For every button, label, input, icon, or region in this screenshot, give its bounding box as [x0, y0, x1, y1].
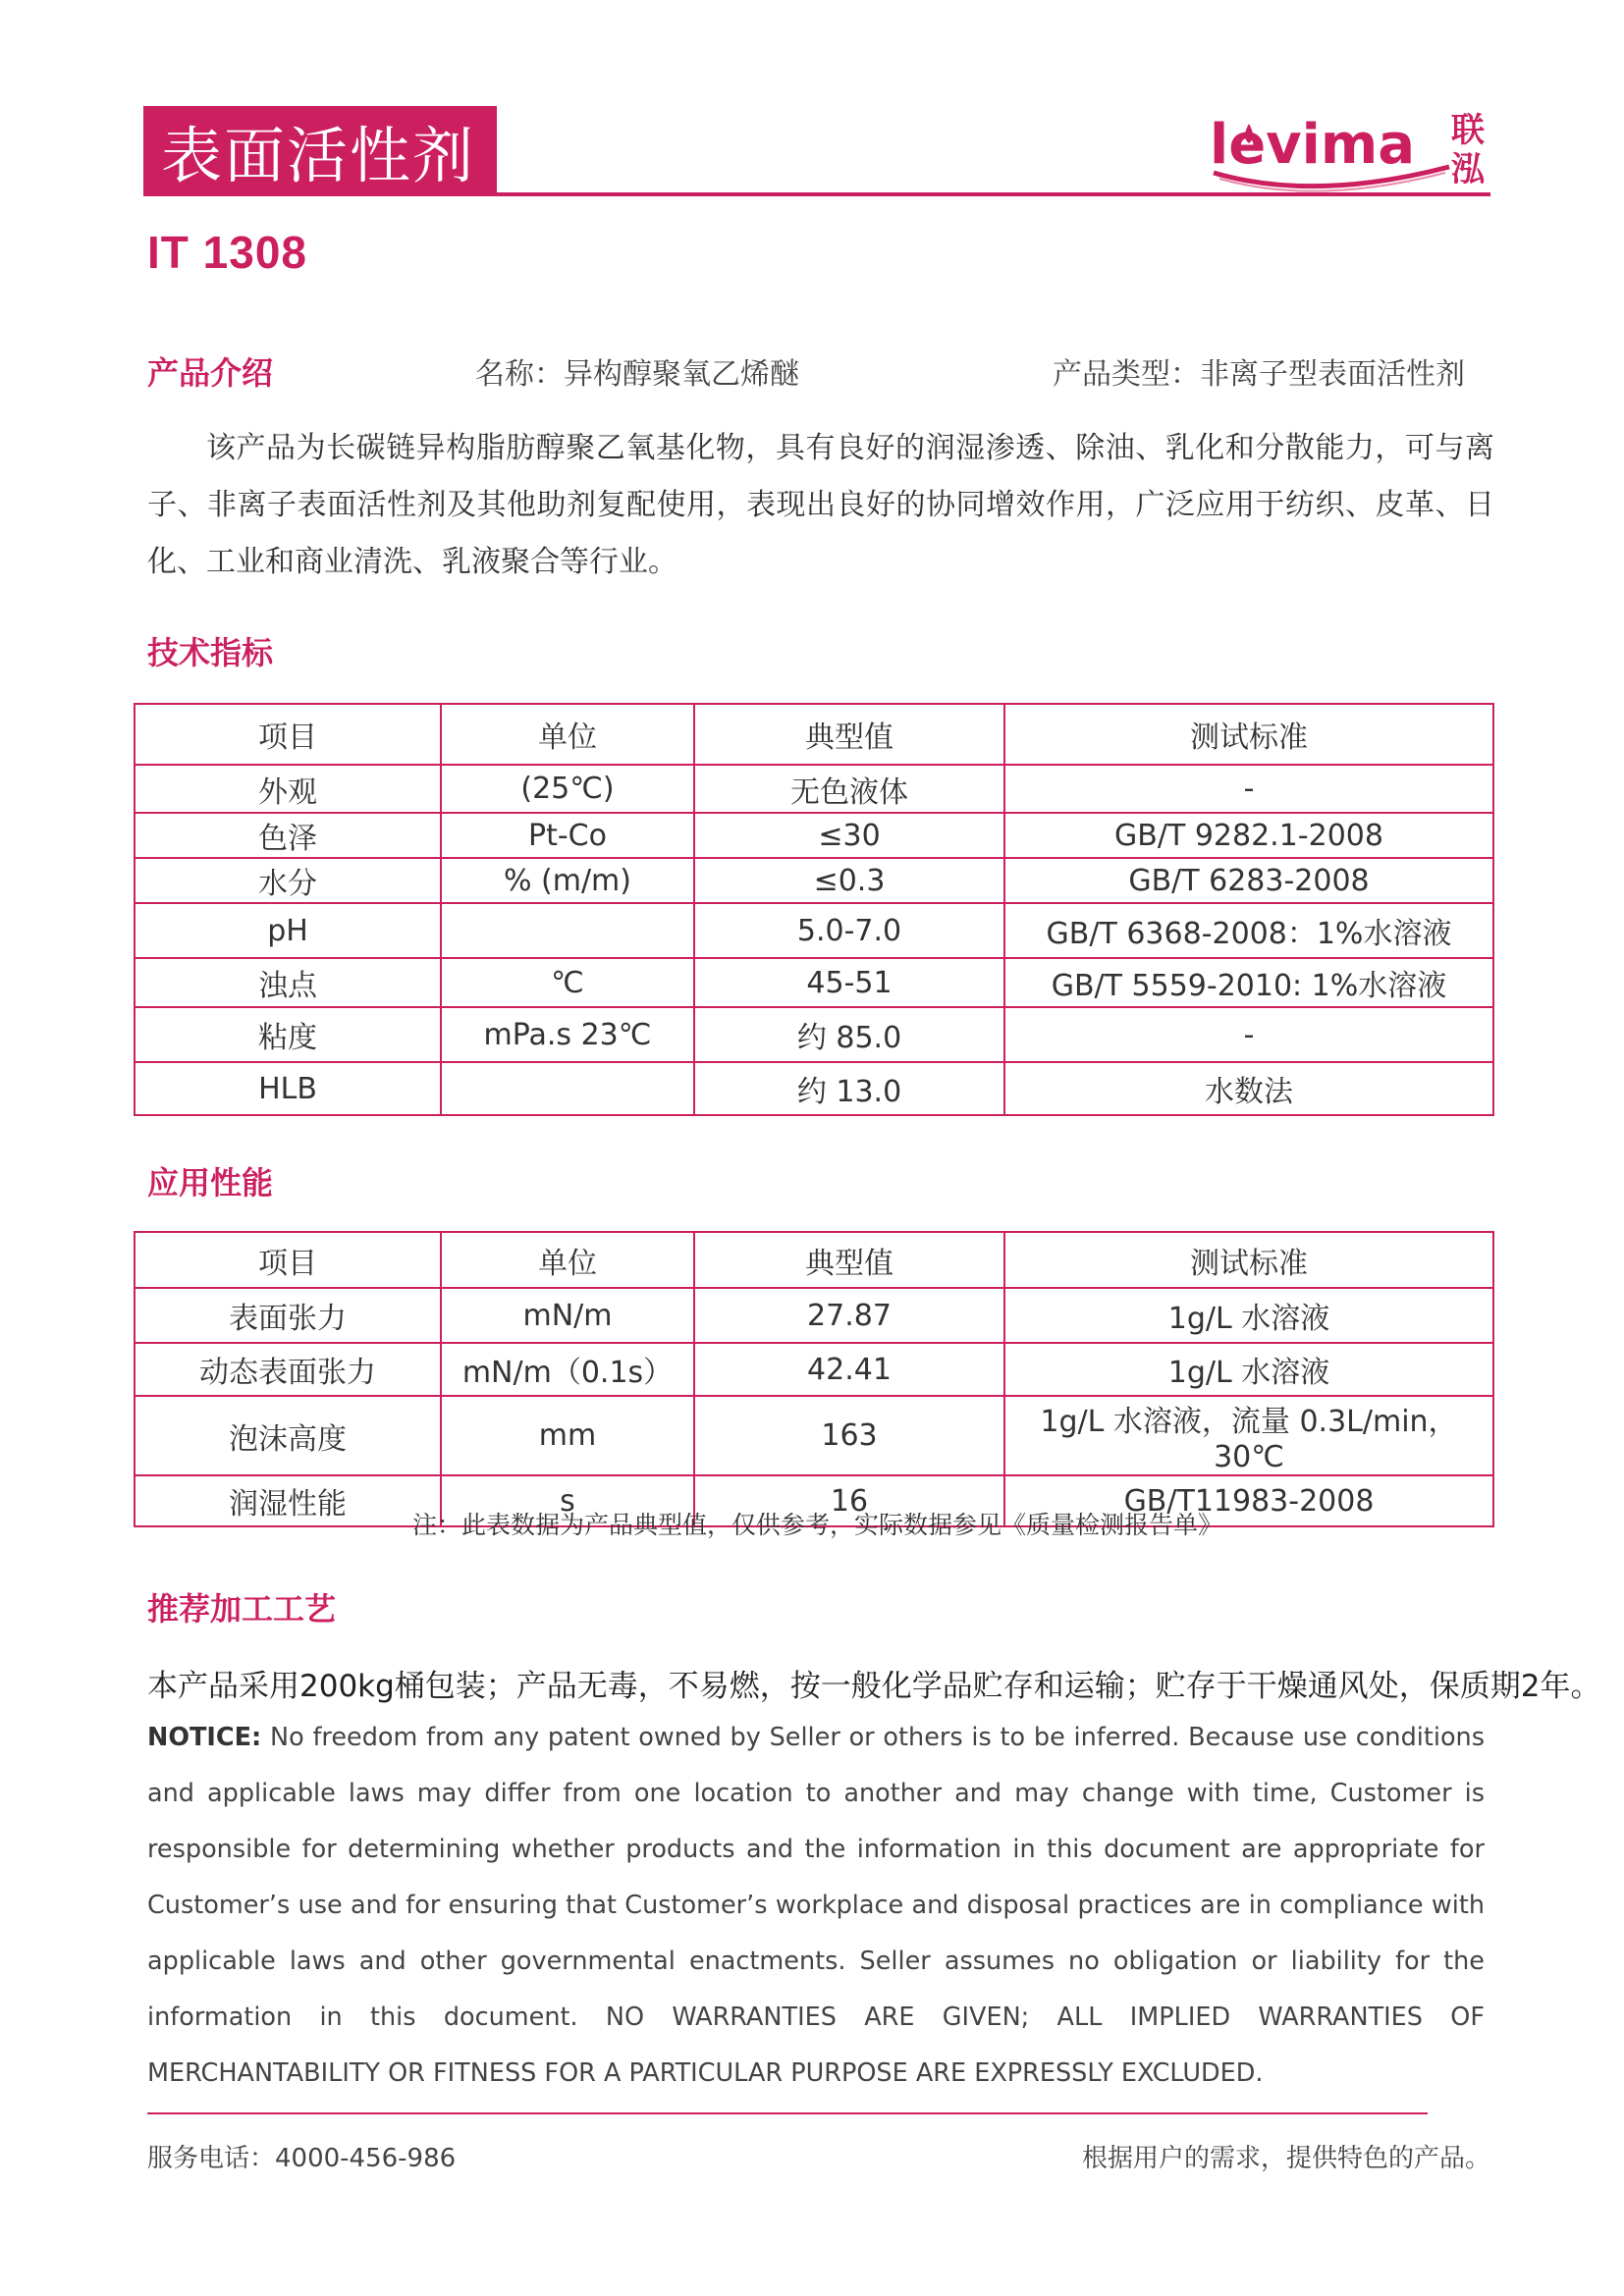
table-cell: (25℃)	[441, 765, 694, 813]
application-heading: 应用性能	[147, 1164, 274, 1201]
brand-cn-top: 联	[1451, 111, 1485, 150]
product-name: 名称：异构醇聚氧乙烯醚	[475, 357, 799, 392]
product-code: IT 1308	[147, 227, 307, 278]
table-cell: ℃	[441, 958, 694, 1007]
service-hotline: 服务电话：4000-456-986	[147, 2144, 457, 2173]
table-cell: HLB	[135, 1062, 441, 1115]
table-cell: GB/T 5559-2010: 1%水溶液	[1004, 958, 1493, 1007]
table-cell: 表面张力	[135, 1288, 441, 1343]
table-header-row	[135, 704, 1493, 765]
table-row	[135, 1343, 1493, 1396]
product-description: 该产品为长碳链异构脂肪醇聚乙氧基化物，具有良好的润湿渗透、除油、乳化和分散能力，可与离子、非离子表面活性剂及其他助剂复配使用，表现出良好的协同增效作用，广泛应用于纺织、皮革、日化、工业和商业清洗、乳液聚合等行业。	[147, 431, 1494, 579]
product-type: 产品类型：非离子型表面活性剂	[1053, 357, 1465, 392]
notice-label: NOTICE:	[147, 1723, 262, 1752]
footer-slogan: 根据用户的需求，提供特色的产品。	[1081, 2144, 1490, 2173]
table-cell: 粘度	[135, 1007, 441, 1062]
table-cell: Pt-Co	[441, 813, 694, 858]
footer-divider	[147, 2112, 1428, 2114]
levima-logo	[1206, 104, 1500, 194]
table-header-row	[135, 1232, 1493, 1288]
table-row	[135, 765, 1493, 813]
table-cell: pH	[135, 903, 441, 958]
table-row	[135, 858, 1493, 903]
table-cell: mm	[441, 1396, 694, 1475]
table-row	[135, 958, 1493, 1007]
table-cell	[441, 1062, 694, 1115]
brand-cn-bottom: 泓	[1451, 150, 1485, 189]
table-cell: 1g/L 水溶液	[1004, 1288, 1493, 1343]
table-cell: GB/T 6283-2008	[1004, 858, 1493, 903]
table-cell: mN/m	[441, 1288, 694, 1343]
table-row	[135, 1396, 1493, 1475]
table-cell: 27.87	[694, 1288, 1004, 1343]
table-cell: GB/T11983-2008	[1004, 1475, 1493, 1526]
table-cell: 42.41	[694, 1343, 1004, 1396]
storage-text: 本产品采用200kg桶包装；产品无毒，不易燃，按一般化学品贮存和运输；贮存于干燥通风处，保质期2年。	[147, 1669, 1601, 1704]
table-cell: 163	[694, 1396, 1004, 1475]
table-row	[135, 1007, 1493, 1062]
category-title-banner	[143, 106, 497, 194]
column-header: 项目	[135, 1232, 441, 1288]
table-cell: 浊点	[135, 958, 441, 1007]
column-header: 测试标准	[1004, 1232, 1493, 1288]
category-title: 表面活性剂	[161, 119, 476, 191]
column-header: 单位	[441, 1232, 694, 1288]
table-cell: ≤30	[694, 813, 1004, 858]
table-cell: 无色液体	[694, 765, 1004, 813]
column-header: 典型值	[694, 704, 1004, 765]
table-row	[135, 1062, 1493, 1115]
intro-heading: 产品介绍	[147, 354, 274, 392]
table-cell	[441, 903, 694, 958]
table-cell: mPa.s 23℃	[441, 1007, 694, 1062]
table-cell: 1g/L 水溶液	[1004, 1343, 1493, 1396]
table-cell: GB/T 9282.1-2008	[1004, 813, 1493, 858]
tech-specs-heading: 技术指标	[147, 634, 274, 671]
table-cell: -	[1004, 765, 1493, 813]
table-cell: 水分	[135, 858, 441, 903]
table-cell: ≤0.3	[694, 858, 1004, 903]
table-cell: 外观	[135, 765, 441, 813]
table-cell: 45-51	[694, 958, 1004, 1007]
table-cell: mN/m（0.1s）	[441, 1343, 694, 1396]
table-cell: -	[1004, 1007, 1493, 1062]
table-cell: % (m/m)	[441, 858, 694, 903]
table-note: 注：此表数据为产品典型值，仅供参考，实际数据参见《质量检测报告单》	[412, 1511, 1223, 1539]
table-cell: 16	[694, 1475, 1004, 1526]
processing-heading: 推荐加工工艺	[147, 1590, 337, 1628]
tech-specs-table	[134, 703, 1494, 1116]
table-row	[135, 903, 1493, 958]
application-table	[134, 1231, 1494, 1527]
column-header: 测试标准	[1004, 704, 1493, 765]
table-row	[135, 813, 1493, 858]
table-cell: 5.0-7.0	[694, 903, 1004, 958]
table-cell: 约 13.0	[694, 1062, 1004, 1115]
column-header: 典型值	[694, 1232, 1004, 1288]
table-cell: 约 85.0	[694, 1007, 1004, 1062]
table-cell: 色泽	[135, 813, 441, 858]
brand-latin: levima	[1210, 113, 1416, 177]
table-cell: 泡沫高度	[135, 1396, 441, 1475]
table-cell: s	[441, 1475, 694, 1526]
table-cell: 水数法	[1004, 1062, 1493, 1115]
table-row	[135, 1288, 1493, 1343]
table-cell: 1g/L 水溶液，流量 0.3L/min，30℃	[1004, 1396, 1493, 1475]
column-header: 项目	[135, 704, 441, 765]
table-cell: GB/T 6368-2008：1%水溶液	[1004, 903, 1493, 958]
notice-paragraph	[147, 1710, 1485, 2102]
table-cell: 润湿性能	[135, 1475, 441, 1526]
notice-text: No freedom from any patent owned by Seller or others is to be inferred. Because use conditions and applicable laws may differ from one location to another and may change with time, Customer is responsible for determining whether products and the information in this document are appropriate for Customer’s use and for ensuring that Customer’s workplace and disposal practices are in compliance with applicable laws and other governmental enactments. Seller assumes no obligation or liability for the information in this document. NO WARRANTIES ARE GIVEN; ALL IMPLIED WARRANTIES OF MERCHANTABILITY OR FITNESS FOR A PARTICULAR PURPOSE ARE EXPRESSLY EXCLUDED.	[147, 1723, 1485, 2088]
column-header: 单位	[441, 704, 694, 765]
table-cell: 动态表面张力	[135, 1343, 441, 1396]
